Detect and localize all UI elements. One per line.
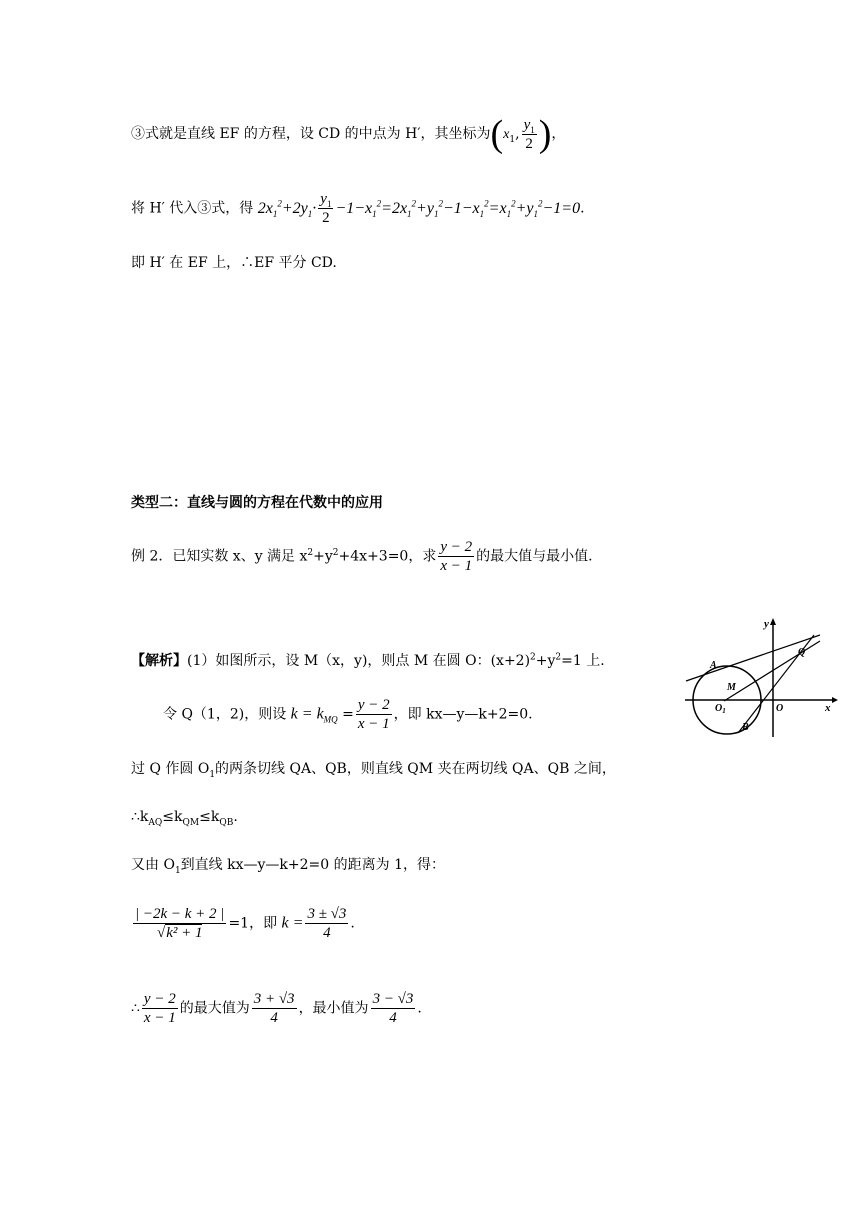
solution-line-6: $\frac{| -2k - k + 2 |}{\text{√k² + 1}}$ =1，即 k = $\frac{3 \pm √3}{4}$ . xyxy=(135,906,355,941)
solution-line-7: ∴ $\frac{y - 2}{x - 1}$ 的最大值为 $\frac{3 + √3}{4}$ ，最小值为 $\frac{3 - √3}{4}$ . xyxy=(131,991,422,1026)
coord-fraction: $\frac{y_1}{2}$ xyxy=(523,116,535,152)
example-2: 例 2．已知实数 x、y 满足 $x^2+y^2+4x+3=0$，求 $\frac{y - 2}{x - 1}$ 的最大值与最小值. xyxy=(131,539,593,574)
label-q: Q xyxy=(798,647,806,658)
solution-line-5: 又由 $O_1$到直线 kx—y—k+2=0 的距离为 1，得： xyxy=(131,857,445,876)
line-qm xyxy=(724,641,820,701)
label-m: M xyxy=(727,682,736,693)
label-y: y xyxy=(764,618,769,630)
label-b: B xyxy=(742,722,749,733)
tangent-qa xyxy=(686,635,820,681)
x-axis-arrow xyxy=(832,697,838,703)
tangent-lines-figure xyxy=(680,615,840,740)
solution-line-3: 过 Q 作圆 $O_1$的两条切线 QA、QB，则直线 QM 夹在两切线 QA、QB 之间， xyxy=(131,761,616,780)
y-axis-arrow xyxy=(770,618,776,625)
label-x: x xyxy=(825,702,831,714)
solution-line-1: 【解析】(1）如图所示，设 M（x，y)，则点 M 在圆 O：$(x+2)^2+y^2=1$ 上. xyxy=(131,652,605,669)
solution-line-4: $\therefore k_{AQ}\le k_{QM}\le k_{QB}$. xyxy=(131,809,238,828)
paragraph-midpoint: ③式就是直线 EF 的方程，设 CD 的中点为 H′，其坐标为($x_1$, $\frac{y_1}{2}$ )， xyxy=(131,113,566,155)
section-heading: 类型二：直线与圆的方程在代数中的应用 xyxy=(131,495,383,511)
paragraph-conclusion: 即 H′ 在 EF 上，∴EF 平分 CD. xyxy=(131,255,337,271)
label-a: A xyxy=(710,660,717,671)
label-o: O xyxy=(776,703,784,714)
paragraph-substitution: 将 H′ 代入③式，得 $2x_1^2+2y_1\cdot$ $\frac{y_1}{2}$ $-1-x_1^2=2x_1^2+y_1^2-1-x_1^2=x_1^2+y_1^2-1=0$. xyxy=(131,191,585,226)
label-o1: $O_1$ xyxy=(715,703,726,715)
solution-line-2: 令 Q（1，2)，则设 $k = k_{MQ}$ = $\frac{y - 2}{x - 1}$ ，即 kx—y—k+2=0. xyxy=(163,697,533,732)
